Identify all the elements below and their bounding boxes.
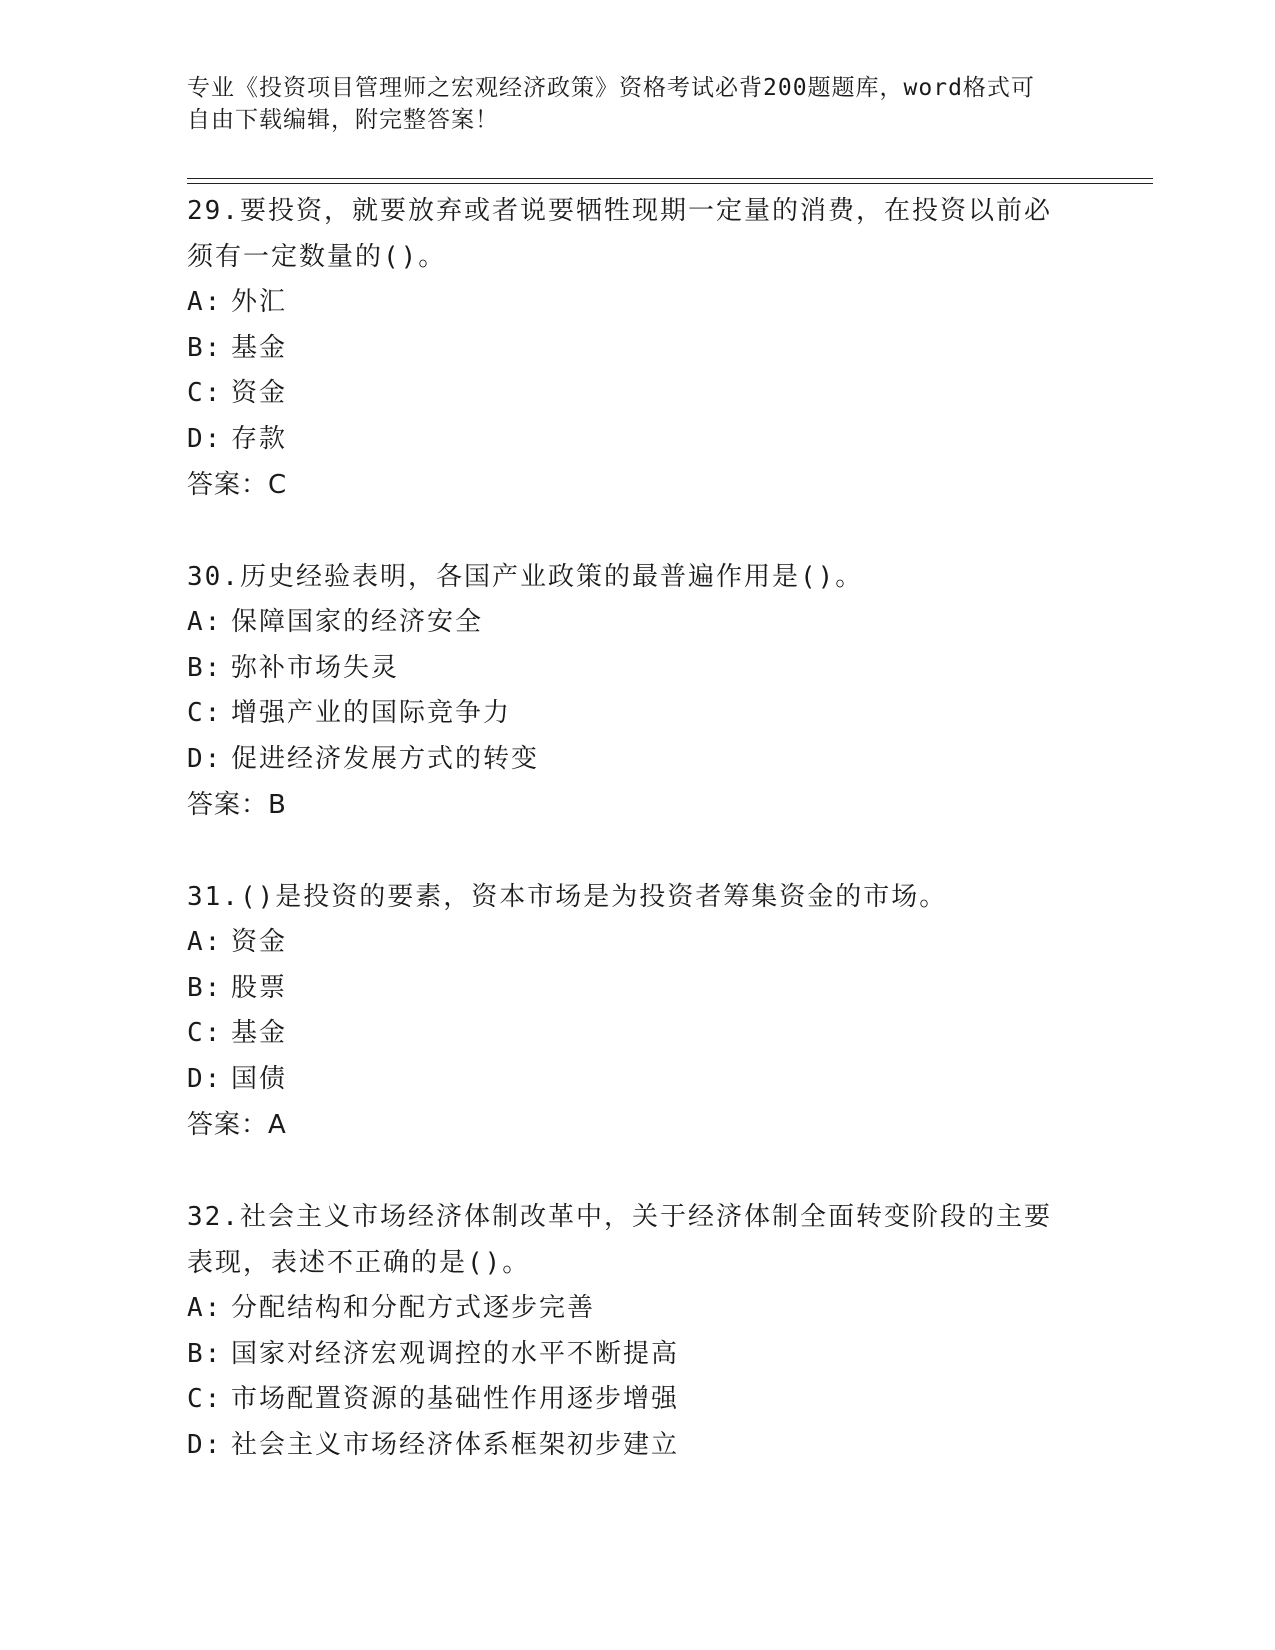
question-30 [187,554,1087,828]
question-stem [187,188,1087,280]
header-divider-top [187,178,1153,179]
option-text: 保障国家的经济安全 [231,607,484,637]
question-stem [187,554,1087,600]
option-text: 外汇 [231,287,288,317]
option-text: 资金 [231,378,288,408]
option-a [187,920,1087,966]
option-text: 国家对经济宏观调控的水平不断提高 [231,1338,680,1369]
option-c [187,1011,1087,1057]
option-d [187,1057,1087,1103]
option-text: 分配结构和分配方式逐步完善 [231,1293,596,1323]
option-text: 增强产业的国际竞争力 [231,698,512,728]
option-text: 弥补市场失灵 [231,652,400,683]
option-text: 股票 [231,972,288,1003]
option-text: 基金 [231,332,288,363]
option-text: 市场配置资源的基础性作用逐步增强 [231,1384,680,1414]
question-stem-line-1: 29.要投资，就要放弃或者说要牺牲现期一定量的消费，在投资以前必 [187,196,1052,226]
option-a [187,280,1087,326]
question-stem-line-1: 30.历史经验表明，各国产业政策的最普遍作用是()。 [187,562,864,592]
option-key: C: [187,698,223,728]
header-divider-bottom [187,183,1153,184]
option-a [187,600,1087,646]
header-line-2: 自由下载编辑，附完整答案！ [187,107,499,133]
question-stem [187,874,1087,920]
option-b [187,1332,1087,1378]
option-key: A: [187,1293,223,1323]
option-b [187,966,1087,1012]
answer: 答案：C [187,470,288,500]
option-key: A: [187,927,223,957]
option-text: 社会主义市场经济体系框架初步建立 [231,1429,680,1460]
document-header [187,72,1067,136]
option-d [187,417,1087,463]
header-line-1: 专业《投资项目管理师之宏观经济政策》资格考试必背200题题库，word格式可 [187,75,1035,101]
option-text: 基金 [231,1018,288,1048]
question-stem [187,1194,1087,1286]
question-31 [187,874,1087,1148]
option-key: D: [187,743,223,774]
option-key: A: [187,287,223,317]
question-stem-line-2: 表现，表述不正确的是()。 [187,1248,531,1278]
option-d [187,737,1087,783]
option-key: C: [187,1018,223,1048]
question-list [187,188,1087,1514]
option-text: 促进经济发展方式的转变 [231,743,540,774]
option-key: C: [187,1384,223,1414]
option-key: B: [187,972,223,1003]
option-text: 资金 [231,927,288,957]
option-c [187,371,1087,417]
question-stem-line-1: 32.社会主义市场经济体制改革中，关于经济体制全面转变阶段的主要 [187,1202,1052,1232]
option-c [187,691,1087,737]
option-d [187,1423,1087,1469]
question-32 [187,1194,1087,1468]
option-key: A: [187,607,223,637]
option-text: 存款 [231,423,288,454]
option-a [187,1286,1087,1332]
option-key: C: [187,378,223,408]
option-key: D: [187,1063,223,1094]
answer: 答案：B [187,790,287,820]
question-29 [187,188,1087,508]
option-key: B: [187,332,223,363]
option-b [187,646,1087,692]
option-key: D: [187,1429,223,1460]
option-c [187,1377,1087,1423]
option-key: B: [187,1338,223,1369]
option-key: D: [187,423,223,454]
question-stem-line-1: 31.()是投资的要素，资本市场是为投资者筹集资金的市场。 [187,882,948,912]
option-text: 国债 [231,1063,288,1094]
answer: 答案：A [187,1110,287,1140]
option-key: B: [187,652,223,683]
option-b [187,326,1087,372]
question-stem-line-2: 须有一定数量的()。 [187,242,447,272]
